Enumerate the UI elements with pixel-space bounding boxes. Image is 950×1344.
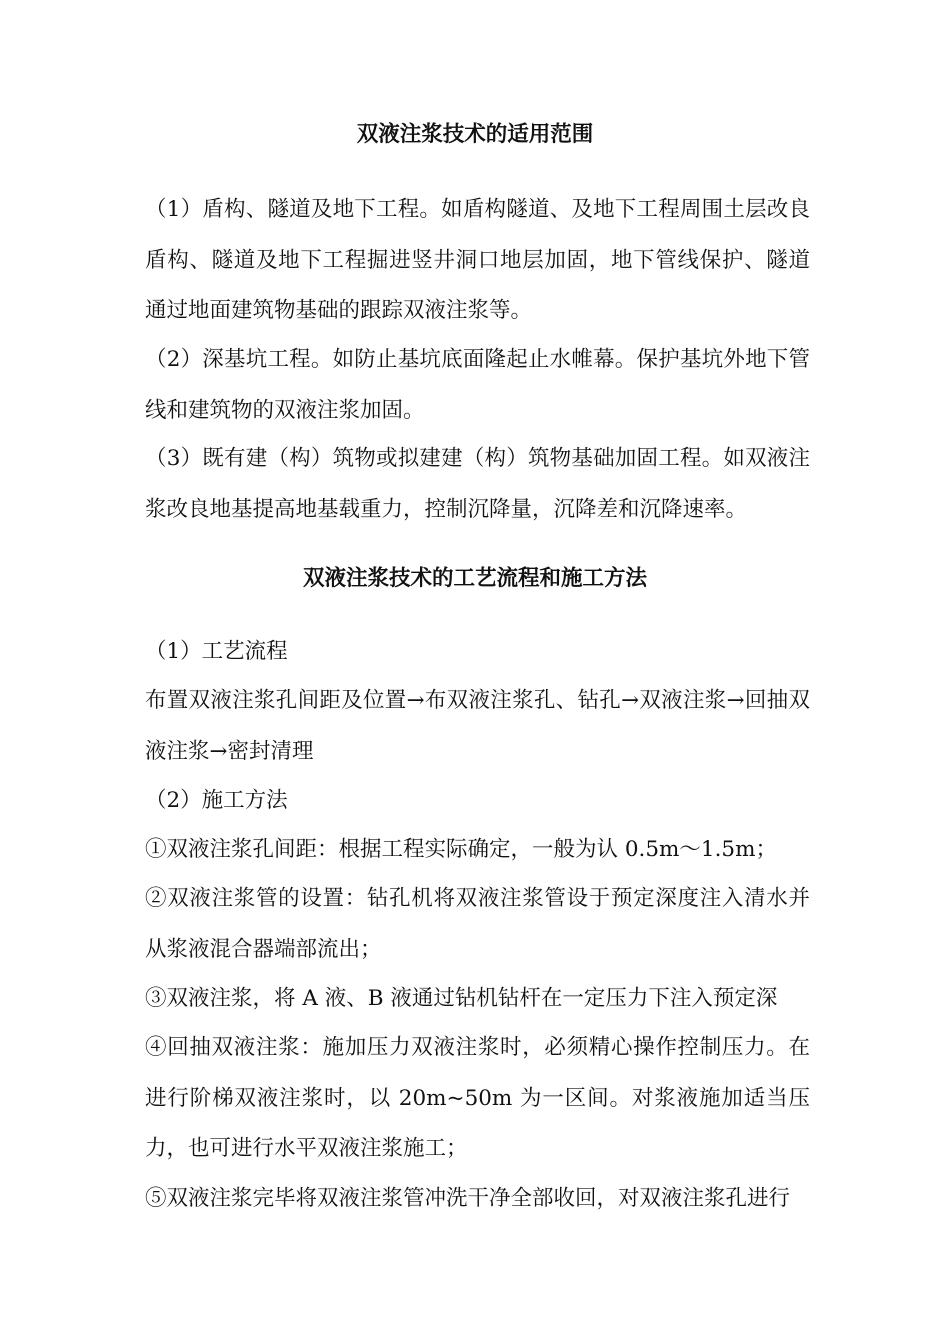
section1-item-2: （2）深基坑工程。如防止基坑底面隆起止水帷幕。保护基坑外地下管线和建筑物的双液注浆加固。 (145, 347, 810, 423)
process-heading: （1）工艺流程 (145, 639, 288, 664)
method-step-2: ②双液注浆管的设置：钻孔机将双液注浆管设于预定深度注入清水并从浆液混合器端部流出； (145, 886, 810, 962)
method-step-5: ⑤双液注浆完毕将双液注浆管冲洗干净全部收回，对双液注浆孔进行 (145, 1186, 791, 1211)
method-step-1: ①双液注浆孔间距：根据工程实际确定，一般为认 0.5m～1.5m； (145, 837, 777, 862)
method-step-4: ④回抽双液注浆：施加压力双液注浆时，必须精心操作控制压力。在进行阶梯双液注浆时，以 20m~50m 为一区间。对浆液施加适当压力，也可进行水平双液注浆施工； (145, 1035, 810, 1161)
method-step-3: ③双液注浆，将 A 液、B 液通过钻机钻杆在一定压力下注入预定深 (145, 986, 778, 1011)
section1-item-3: （3）既有建（构）筑物或拟建建（构）筑物基础加固工程。如双液注浆改良地基提高地基载重力，控制沉降量，沉降差和沉降速率。 (145, 446, 810, 522)
process-text: 布置双液注浆孔间距及位置→布双液注浆孔、钻孔→双液注浆→回抽双液注浆→密封清理 (145, 688, 810, 764)
section2-title: 双液注浆技术的工艺流程和施工方法 (302, 566, 647, 591)
method-heading: （2）施工方法 (145, 788, 288, 813)
section1-title: 双液注浆技术的适用范围 (356, 122, 594, 147)
section1-item-1: （1）盾构、隧道及地下工程。如盾构隧道、及地下工程周围土层改良盾构、隧道及地下工程掘进竖井洞口地层加固，地下管线保护、隧道通过地面建筑物基础的跟踪双液注浆等。 (145, 197, 810, 323)
